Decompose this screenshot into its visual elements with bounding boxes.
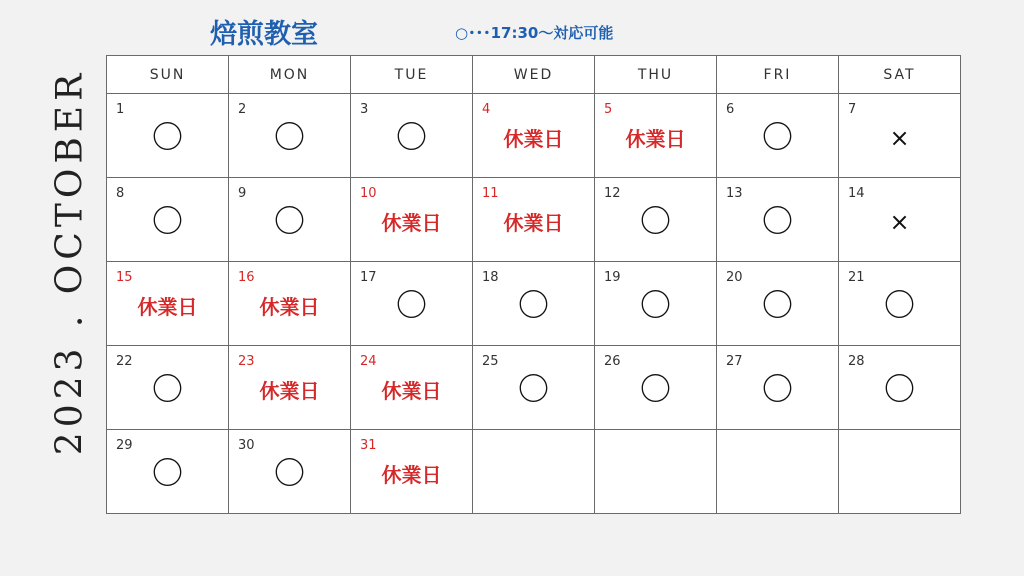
calendar-day-cell — [473, 262, 595, 346]
day-number: 4 — [482, 102, 491, 117]
day-number: 23 — [238, 354, 255, 369]
available-mark: 〇 — [396, 288, 427, 324]
closed-day-label: 休業日 — [625, 127, 686, 151]
available-mark: 〇 — [396, 120, 427, 156]
unavailable-mark: × — [889, 208, 910, 236]
available-mark: 〇 — [274, 456, 305, 492]
calendar-day-cell — [717, 178, 839, 262]
calendar-day-cell — [351, 430, 473, 514]
calendar-day-cell — [839, 94, 961, 178]
calendar-day-cell — [595, 94, 717, 178]
calendar-day-cell — [229, 430, 351, 514]
day-number: 28 — [848, 354, 865, 369]
calendar-day-cell — [717, 262, 839, 346]
closed-day-label: 休業日 — [381, 463, 442, 487]
day-number: 31 — [360, 438, 377, 453]
calendar-day-cell — [107, 346, 229, 430]
calendar-day-cell — [839, 430, 961, 514]
available-mark: 〇 — [884, 288, 915, 324]
calendar-week-row — [107, 178, 961, 262]
calendar-week-row — [107, 262, 961, 346]
calendar-day-cell — [839, 346, 961, 430]
available-mark: 〇 — [518, 288, 549, 324]
unavailable-mark: × — [889, 124, 910, 152]
day-number: 18 — [482, 270, 499, 285]
weekday-tue: TUE — [351, 56, 473, 94]
calendar-day-cell — [595, 178, 717, 262]
closed-day-label: 休業日 — [259, 379, 320, 403]
available-mark: 〇 — [640, 288, 671, 324]
calendar-day-cell — [839, 262, 961, 346]
calendar-day-cell — [107, 262, 229, 346]
calendar-day-cell — [351, 178, 473, 262]
weekday-fri: FRI — [717, 56, 839, 94]
calendar-grid — [106, 55, 961, 514]
day-number: 9 — [238, 186, 247, 201]
calendar-day-cell — [473, 346, 595, 430]
calendar-day-cell — [473, 430, 595, 514]
calendar-day-cell — [107, 94, 229, 178]
weekday-sat: SAT — [839, 56, 961, 94]
calendar-day-cell — [473, 178, 595, 262]
available-mark: 〇 — [762, 288, 793, 324]
day-number: 20 — [726, 270, 743, 285]
day-number: 5 — [604, 102, 613, 117]
weekday-sun: SUN — [107, 56, 229, 94]
day-number: 1 — [116, 102, 125, 117]
calendar-day-cell — [595, 262, 717, 346]
day-number: 12 — [604, 186, 621, 201]
day-number: 30 — [238, 438, 255, 453]
closed-day-label: 休業日 — [381, 211, 442, 235]
available-mark: 〇 — [518, 372, 549, 408]
day-number: 2 — [238, 102, 247, 117]
closed-day-label: 休業日 — [381, 379, 442, 403]
available-mark: 〇 — [152, 204, 183, 240]
available-mark: 〇 — [152, 456, 183, 492]
year-month-label: 2023 . OCTOBER — [49, 68, 91, 456]
day-number: 11 — [482, 186, 499, 201]
day-number: 19 — [604, 270, 621, 285]
calendar-day-cell — [351, 262, 473, 346]
closed-day-label: 休業日 — [259, 295, 320, 319]
available-mark: 〇 — [762, 120, 793, 156]
day-number: 26 — [604, 354, 621, 369]
day-number: 21 — [848, 270, 865, 285]
available-mark: 〇 — [884, 372, 915, 408]
calendar-day-cell — [473, 94, 595, 178]
calendar-day-cell — [839, 178, 961, 262]
calendar-day-cell — [595, 430, 717, 514]
closed-day-label: 休業日 — [137, 295, 198, 319]
calendar-day-cell — [107, 178, 229, 262]
calendar-day-cell — [229, 262, 351, 346]
closed-day-label: 休業日 — [503, 127, 564, 151]
available-mark: 〇 — [640, 204, 671, 240]
day-number: 10 — [360, 186, 377, 201]
calendar-day-cell — [229, 178, 351, 262]
day-number: 6 — [726, 102, 735, 117]
day-number: 25 — [482, 354, 499, 369]
weekday-thu: THU — [595, 56, 717, 94]
day-number: 29 — [116, 438, 133, 453]
closed-day-label: 休業日 — [503, 211, 564, 235]
calendar-week-row — [107, 430, 961, 514]
weekday-wed: WED — [473, 56, 595, 94]
available-mark: 〇 — [274, 120, 305, 156]
day-number: 3 — [360, 102, 369, 117]
day-number: 24 — [360, 354, 377, 369]
calendar-day-cell — [717, 430, 839, 514]
availability-note: ○･･･17:30〜対応可能 — [455, 24, 614, 42]
calendar-day-cell — [717, 94, 839, 178]
calendar-day-cell — [717, 346, 839, 430]
calendar-day-cell — [351, 94, 473, 178]
calendar-day-cell — [595, 346, 717, 430]
calendar-day-cell — [351, 346, 473, 430]
calendar-day-cell — [229, 346, 351, 430]
available-mark: 〇 — [152, 120, 183, 156]
weekday-mon: MON — [229, 56, 351, 94]
calendar-day-cell — [229, 94, 351, 178]
available-mark: 〇 — [640, 372, 671, 408]
available-mark: 〇 — [152, 372, 183, 408]
day-number: 16 — [238, 270, 255, 285]
calendar-week-row — [107, 94, 961, 178]
available-mark: 〇 — [762, 204, 793, 240]
day-number: 22 — [116, 354, 133, 369]
weekday-header-row — [107, 56, 961, 94]
day-number: 8 — [116, 186, 125, 201]
day-number: 27 — [726, 354, 743, 369]
day-number: 14 — [848, 186, 865, 201]
day-number: 17 — [360, 270, 377, 285]
calendar-week-row — [107, 346, 961, 430]
day-number: 15 — [116, 270, 133, 285]
available-mark: 〇 — [762, 372, 793, 408]
available-mark: 〇 — [274, 204, 305, 240]
calendar-day-cell — [107, 430, 229, 514]
day-number: 7 — [848, 102, 857, 117]
day-number: 13 — [726, 186, 743, 201]
page-title: 焙煎教室 — [210, 19, 318, 50]
